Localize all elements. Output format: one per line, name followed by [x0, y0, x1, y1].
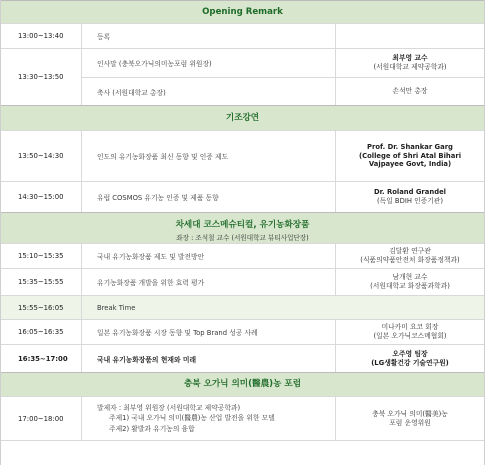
time-cell: 16:35~17:00 [18, 354, 68, 363]
speaker-group [336, 49, 484, 105]
speaker-affiliation: (서원대학교 제약공학과) [373, 63, 447, 72]
speaker-name: 충북 오가닉 의미(醫美)농 [372, 409, 448, 418]
speaker-affiliation: 포럼 운영위원 [389, 418, 431, 427]
section-header-keynote: 기조강연 [1, 105, 484, 130]
speaker-name: 미나카미 요코 회장 [381, 323, 439, 332]
schedule-row [1, 23, 484, 48]
schedule-row [1, 268, 484, 295]
time-cell: 13:30~13:50 [18, 73, 64, 81]
schedule-row [1, 344, 484, 372]
time-cell: 15:55~16:05 [18, 303, 64, 312]
speaker-cell [336, 345, 484, 372]
agenda-subitem: 주제1) 국내 오가닉 의미(醫農)농 산업 발전을 위한 모델 [109, 414, 275, 423]
speaker-affiliation: (일본 오가닉코스메협회) [373, 332, 447, 340]
schedule-row [1, 181, 484, 212]
speaker-cell [336, 131, 484, 181]
speaker-cell [336, 182, 484, 212]
agenda-subitem: 주제2) 활발과 유기농의 융합 [109, 424, 195, 433]
agenda-item: 국내 유기농화장품의 현재와 미래 [81, 345, 336, 372]
time-cell: 17:00~18:00 [18, 414, 64, 423]
schedule-row [1, 243, 484, 268]
time-cell: 16:05~16:35 [18, 328, 64, 336]
speaker-affiliation: (LG생활건강 기술연구원) [371, 358, 449, 367]
speaker-cell [336, 269, 484, 295]
speaker-name: 남개현 교수 [392, 273, 428, 282]
time-cell: 13:50~14:30 [18, 152, 64, 160]
time-cell: 15:35~15:55 [18, 278, 64, 286]
time-cell: 13:00~13:40 [18, 32, 64, 40]
speaker-cell [336, 244, 484, 268]
speaker-name: 최부영 교수 [392, 54, 428, 63]
speaker-cell [336, 397, 484, 440]
agenda-item: 발제자 : 최부영 위원장 (서원대학교 제약공학과) [97, 404, 241, 413]
schedule-row [1, 396, 484, 441]
time-cell: 14:30~15:00 [18, 193, 64, 201]
time-cell: 15:10~15:35 [18, 252, 64, 260]
section-title: 차세대 코스메슈티컬, 유기농화장품 [175, 220, 310, 230]
agenda-item: 국내 유기농화장품 제도 및 발전방안 [81, 244, 336, 268]
section-header-session [1, 212, 484, 243]
section-header-opening: Opening Remark [1, 0, 484, 23]
speaker-name: Prof. Dr. Shankar Garg [367, 142, 453, 151]
speaker-affiliation: (독일 BDIH 인증기관) [376, 197, 444, 205]
speaker-name: 손석만 총장 [392, 87, 428, 96]
speaker-affiliation: (식품의약품안전처 화장품정책과) [360, 256, 460, 264]
speaker-name: Dr. Roland Grandel [373, 188, 447, 197]
agenda-item: 축사 (서원대학교 총장) [97, 88, 166, 97]
speaker-name: 김달환 연구관 [389, 247, 431, 256]
speaker-affiliation: (College of Shri Atal Bihari [358, 151, 462, 160]
agenda-item-group [81, 397, 336, 440]
section-header-forum: 충북 오가닉 의미(醫農)농 포럼 [1, 372, 484, 396]
speaker-cell [336, 320, 484, 344]
session-chair: 좌장 : 조석철 교수 (서원대학교 뷰티사업단장) [176, 234, 309, 242]
agenda-item: 인사말 (충북오가닉의미농포럼 위원장) [82, 49, 335, 78]
schedule-row [1, 319, 484, 344]
speaker-affiliation: Vajpayee Govt, India) [368, 160, 452, 169]
speaker-affiliation: (서원대학교 화장품과학과) [370, 282, 450, 290]
agenda-item: 유기농화장품 개발을 위한 효력 평가 [81, 269, 336, 295]
speaker-name: 오주영 팀장 [392, 349, 428, 358]
speaker-cell [336, 296, 484, 319]
agenda-item: Break Time [81, 296, 336, 319]
agenda-item: 유럽 COSMOS 유기농 인증 및 제품 동향 [81, 182, 336, 212]
schedule-row-break [1, 295, 484, 319]
agenda-item: 일본 유기농화장품 시장 동향 및 Top Brand 성공 사례 [81, 320, 336, 344]
schedule-row [1, 48, 484, 105]
agenda-item: 인도의 유기농화장품 최신 동향 및 인증 제도 [81, 131, 336, 181]
agenda-item-group [81, 49, 336, 105]
agenda-item: 등록 [81, 24, 336, 48]
speaker-cell [336, 24, 484, 48]
schedule-row [1, 130, 484, 181]
